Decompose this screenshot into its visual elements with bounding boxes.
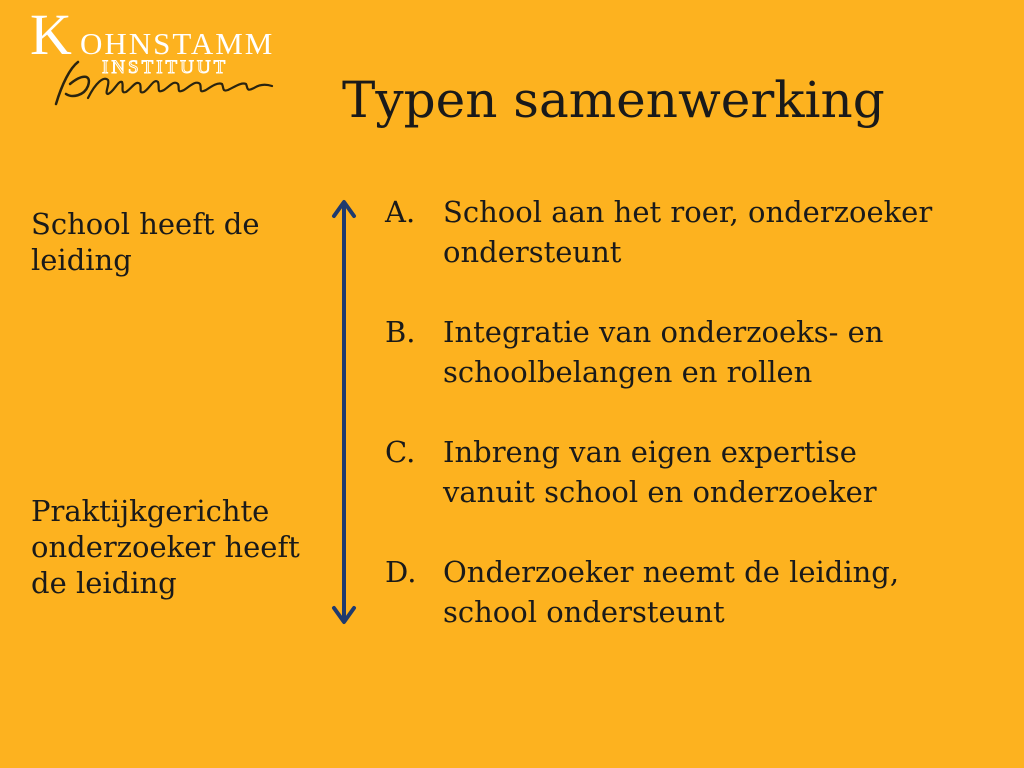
list-item-text: School aan het roer, onderzoeker ondersteunt (443, 195, 933, 269)
collaboration-types-list (385, 192, 1005, 672)
list-item-text: Integratie van onderzoeks- en schoolbelangen en rollen (443, 315, 884, 389)
logo-institute: INSTITUUT (102, 57, 229, 78)
list-item-text: Onderzoeker neemt de leiding, school ondersteunt (443, 555, 900, 629)
signature-icon (48, 54, 278, 110)
list-item-b (385, 312, 1005, 392)
list-item-letter: A. (385, 195, 416, 229)
side-label-top: School heeft de leiding (31, 207, 260, 277)
list-item-d (385, 552, 1005, 632)
kohnstamm-logo (28, 2, 278, 106)
list-item-letter: C. (385, 435, 416, 469)
list-item-letter: D. (385, 555, 417, 589)
list-item-a (385, 192, 1005, 272)
double-arrow-icon (328, 196, 360, 628)
list-item-text: Inbreng van eigen expertise vanuit school en onderzoeker (443, 435, 877, 509)
logo-name: OHNSTAMM (80, 26, 275, 61)
list-item-c (385, 432, 1005, 512)
logo-initial: K (30, 2, 73, 67)
slide-title: Typen samenwerking (342, 71, 885, 129)
list-item-letter: B. (385, 315, 416, 349)
side-label-bottom: Praktijkgerichte onderzoeker heeft de leiding (31, 494, 300, 600)
